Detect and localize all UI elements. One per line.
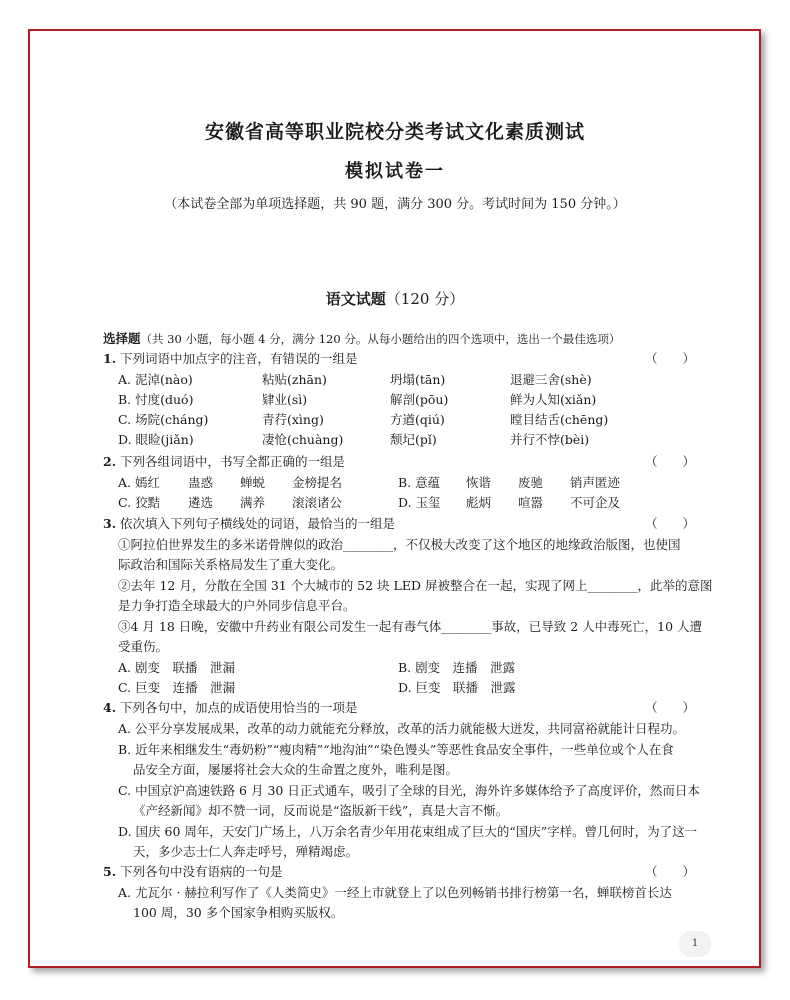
q3-sentence: ②去年 12 月，分散在全国 31 个大城市的 52 块 LED 屏被整合在一起，实现了网上________，此举的意图	[118, 578, 713, 593]
section-name: 语文试题	[325, 290, 386, 308]
q1-option: C. 场院(cháng)	[118, 412, 209, 427]
q1-option: 凄怆(chuàng)	[262, 432, 344, 447]
q2-stem	[103, 452, 345, 470]
q1-option: 并行不悖(bèi)	[510, 432, 590, 447]
exam-subtitle: 模拟试卷一	[345, 161, 445, 182]
q2-number: 2.	[103, 454, 117, 469]
instruction-label: 选择题	[103, 331, 141, 346]
q1-option: 解剖(pōu)	[390, 392, 449, 407]
q5-number: 5.	[103, 864, 117, 879]
q3-option: B. 剧变 连播 泄露	[398, 660, 516, 675]
q1-option: A. 泥淖(nào)	[118, 372, 193, 387]
q3-option: D. 巨变 联播 泄露	[398, 680, 516, 695]
q3-option: A. 剧变 联播 泄漏	[118, 660, 235, 675]
q3-sentence: ③4 月 18 日晚，安徽中升药业有限公司发生一起有毒气体________事故，已导致 2 人中毒死亡，10 人遭	[118, 619, 703, 634]
q2-option: 金榜提名	[292, 475, 343, 490]
q1-option: 鲜为人知(xiǎn)	[510, 392, 597, 407]
q2-option: D. 玉玺	[398, 495, 441, 510]
q4-number: 4.	[103, 700, 117, 715]
q5-option-a: A. 尤瓦尔 · 赫拉利写作了《人类简史》一经上市就登上了以色列畅销书排行榜第一名，蝉联榜首长达	[118, 885, 672, 900]
q2-option: 满养	[240, 495, 266, 510]
q1-text: 下列词语中加点字的注音，有错误的一组是	[120, 351, 358, 366]
q3-text: 依次填入下列句子横线处的词语，最恰当的一组是	[120, 516, 396, 531]
q1-option: B. 忖度(duó)	[118, 392, 194, 407]
q4-option-d: D. 国庆 60 周年，天安门广场上，八万余名青少年用花束组成了巨大的“国庆”字样。曾几何时，为了这一	[118, 824, 698, 839]
instruction-text: （共 30 小题，每小题 4 分，满分 120 分。从每小题给出的四个选项中，选出一个最佳选项）	[140, 332, 621, 346]
exam-title: 安徽省高等职业院校分类考试文化素质测试	[204, 121, 585, 143]
q2-text: 下列各组词语中，书写全都正确的一组是	[120, 454, 346, 469]
q2-option: 废驰	[518, 475, 544, 490]
q3-sentence: 是力争打造全球最大的户外同步信息平台。	[118, 598, 356, 613]
q2-option: 彪炳	[466, 495, 492, 510]
q2-option: 遴选	[188, 495, 214, 510]
q3-sentence: 际政治和国际关系格局发生了重大变化。	[118, 557, 344, 572]
q1-option: 瞠目结舌(chēng)	[510, 412, 609, 427]
q3-sentence: 受重伤。	[118, 639, 169, 654]
q3-sentence: ①阿拉伯世界发生的多米诺骨牌似的政治________，不仅极大改变了这个地区的地缘政治版图，也使国	[118, 537, 681, 552]
q3-answer-paren: （ ）	[645, 516, 696, 531]
q1-option: 退避三舍(shè)	[510, 372, 592, 387]
q2-option: 蝉蜕	[240, 475, 266, 490]
q4-option-a: A. 公平分享发展成果，改革的动力就能充分释放，改革的活力就能极大迸发，共同富裕就能计日程功。	[118, 721, 685, 736]
q1-option: D. 眼睑(jiǎn)	[118, 432, 194, 447]
q2-option: 不可企及	[570, 495, 621, 510]
q2-option: A. 嫣红	[118, 475, 160, 490]
q1-option: 颓圮(pǐ)	[390, 432, 437, 447]
q5-answer-paren: （ ）	[645, 864, 696, 879]
section-heading	[0, 288, 790, 309]
q5-option-a-cont: 100 周，30 多个国家争相购买版权。	[133, 905, 344, 920]
q4-option-c: C. 中国京沪高速铁路 6 月 30 日正式通车，吸引了全球的目光，海外许多媒体给予了高度评价，然而日本	[118, 783, 700, 798]
instruction	[103, 329, 620, 347]
q4-option-c-cont: 《产经新闻》却不赞一词，反而说是“盗版新干线”，真是大言不惭。	[133, 803, 509, 818]
section-score: （120 分）	[385, 290, 465, 308]
q1-answer-paren: （ ）	[645, 351, 696, 366]
q4-option-d-cont: 天，多少志士仁人奔走呼号，殚精竭虑。	[133, 844, 359, 859]
q4-option-b-cont: 品安全方面，屡屡将社会大众的生命置之度外，唯利是图。	[133, 762, 459, 777]
q5-text: 下列各句中没有语病的一句是	[120, 864, 283, 879]
q1-stem	[103, 349, 358, 367]
q2-option: 蛊惑	[188, 475, 214, 490]
q4-option-b: B. 近年来相继发生“毒奶粉”“瘦肉精”“地沟油”“染色馒头”等恶性食品安全事件，一些单位或个人在食	[118, 742, 674, 757]
q1-option: 粘贴(zhān)	[262, 372, 327, 387]
q2-option: 销声匿迹	[570, 475, 621, 490]
q1-option: 肄业(sì)	[262, 392, 308, 407]
q2-answer-paren: （ ）	[645, 454, 696, 469]
q5-stem	[103, 862, 283, 880]
q1-option: 青荇(xìng)	[262, 412, 324, 427]
q4-answer-paren: （ ）	[645, 700, 696, 715]
page-number: 1	[679, 931, 711, 957]
q4-text: 下列各句中，加点的成语使用恰当的一项是	[120, 700, 358, 715]
q2-option: 滚滚诸公	[292, 495, 343, 510]
q2-option: 恢谐	[466, 475, 492, 490]
q3-option: C. 巨变 连播 泄漏	[118, 680, 236, 695]
q1-number: 1.	[103, 351, 117, 366]
q4-stem	[103, 698, 358, 716]
q1-option: 坍塌(tān)	[390, 372, 446, 387]
q2-option: C. 狡黠	[118, 495, 161, 510]
q1-option: 方遒(qiú)	[390, 412, 445, 427]
q2-option: 喧嚣	[518, 495, 544, 510]
q3-number: 3.	[103, 516, 117, 531]
q3-stem	[103, 514, 395, 532]
q2-option: B. 意蕴	[398, 475, 441, 490]
exam-note: （本试卷全部为单项选择题，共 90 题，满分 300 分。考试时间为 150 分钟。）	[164, 197, 626, 212]
